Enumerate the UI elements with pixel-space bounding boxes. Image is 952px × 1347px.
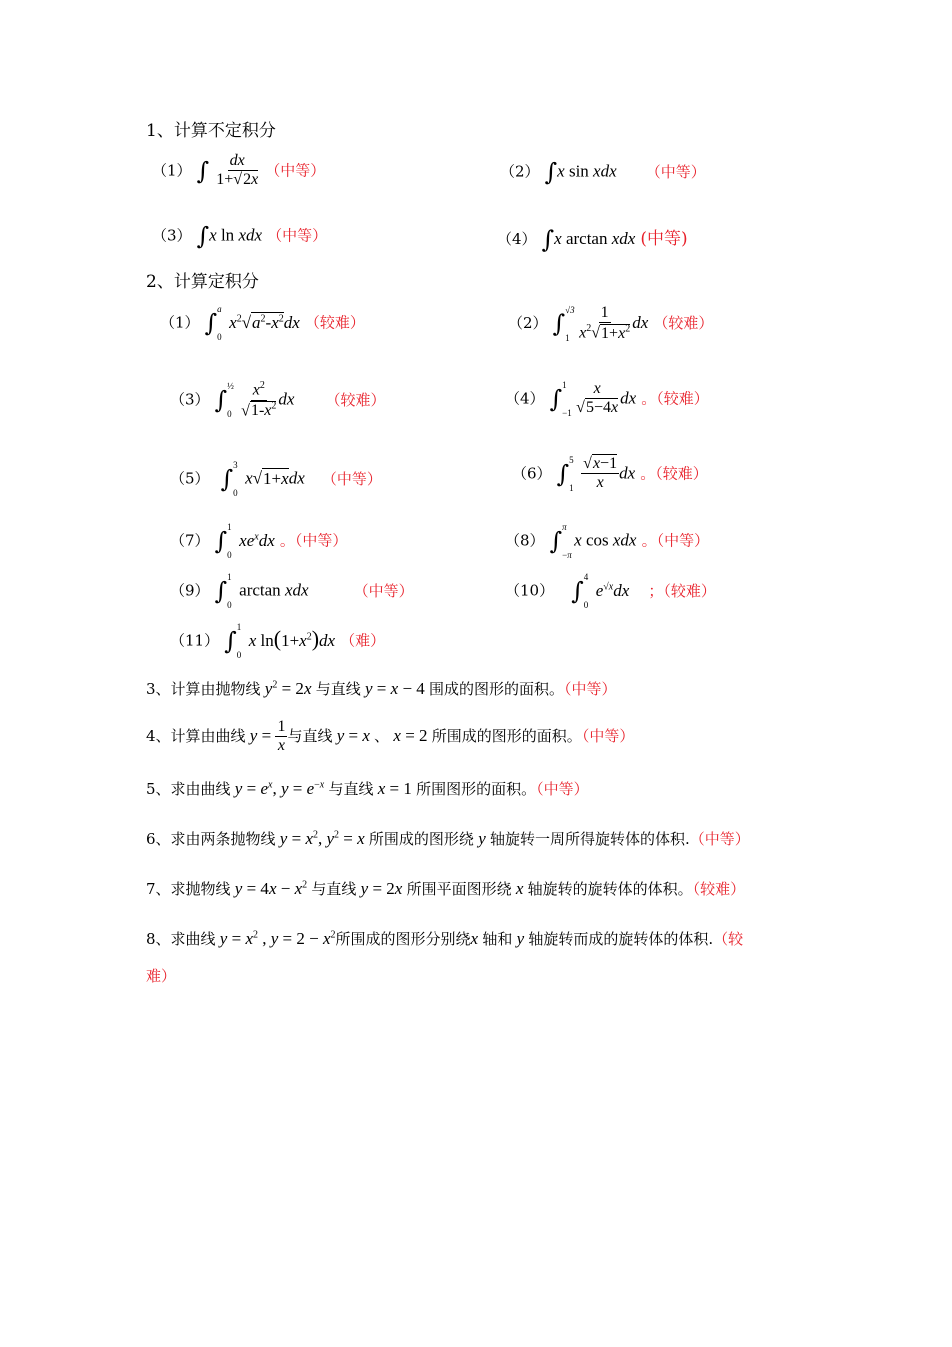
difficulty-badge: （较难） — [692, 880, 746, 898]
formula: $xe^xdx$ — [239, 530, 275, 550]
problem-3: 3、计算由抛物线 $y^2 = 2x$ 与直线 y = x − 4 围成的图形的面积。（中等） — [146, 679, 617, 698]
difficulty-badge: （中等） — [265, 161, 326, 180]
indef-item-4: （4） ∫x arctan xdx (中等) — [497, 225, 688, 254]
section2-heading: 2、计算定积分 — [146, 272, 259, 292]
indef-item-3: （3） ∫x ln xdx （中等） — [152, 222, 328, 250]
formula: x sin xdx — [557, 161, 617, 181]
difficulty-badge: （难） — [340, 631, 386, 650]
item-label: （3） — [152, 226, 192, 245]
formula: x $\ln(1+x^2)dx$ — [248, 625, 336, 651]
item-label: （5） — [170, 469, 210, 488]
def-item-6: （6） ∫ 5 1 $\frac{√x-1}{x}$ dx 。（较难） — [512, 454, 708, 493]
item-label: （4） — [505, 389, 545, 408]
item-label: （10） — [505, 581, 555, 600]
item-label: （7） — [170, 531, 210, 550]
difficulty-badge: (中等) — [640, 229, 688, 249]
item-label: （3） — [170, 390, 210, 409]
def-item-7: （7） ∫ 1 0 $xe^xdx$ 。（中等） — [170, 522, 348, 560]
formula: x√1+xdx — [245, 468, 305, 488]
item-label: （4） — [497, 230, 537, 248]
formula: x ln xdx — [209, 225, 263, 245]
difficulty-badge-continued: 难） — [146, 967, 177, 985]
difficulty-badge: （较难） — [325, 390, 386, 409]
difficulty-badge: （中等） — [564, 680, 617, 698]
def-item-3: （3） ∫ ½ 0 $\frac{x^2}{√1-x^2}$ dx （较难） — [170, 380, 386, 420]
difficulty-badge: （较 — [713, 930, 744, 948]
problem-4: 4、计算由曲线 y = $\frac{1}{x}$ 与直线 y = x 、 x = 2 所围成的图形的面积。（中等） — [146, 718, 635, 755]
difficulty-badge: 。（较难） — [640, 464, 708, 483]
difficulty-badge: （中等） — [267, 226, 328, 245]
def-item-9: （9） ∫ 1 0 arctan xdx （中等） — [170, 572, 414, 610]
difficulty-badge: （中等） — [645, 162, 706, 181]
difficulty-badge: 。（中等） — [279, 531, 348, 550]
item-label: （1） — [152, 161, 192, 180]
item-label: （11） — [170, 631, 220, 650]
indef-item-2: （2） ∫x sin xdx （中等） — [500, 158, 706, 186]
item-label: （6） — [512, 464, 552, 483]
formula: x arctan xdx — [554, 229, 636, 248]
formula: $\frac{1}{x^2√1+x^2}$ — [579, 304, 631, 342]
formula: $x^2√a^2-x^2dx$ — [229, 312, 300, 332]
formula: arctan xdx — [239, 580, 309, 600]
item-label: （2） — [508, 314, 548, 333]
difficulty-badge: 。（中等） — [641, 531, 710, 550]
def-item-5: （5） ∫ 3 0 x√1+xdx （中等） — [170, 460, 382, 498]
difficulty-badge: ；（较难） — [648, 581, 716, 600]
formula: x cos xdx — [574, 530, 637, 550]
section1-heading: 1、计算不定积分 — [146, 121, 276, 141]
problem-8: 8、求曲线 $y = x^2$ , $y = 2 - x^2$所围成的图形分别绕x 轴和 y 轴旋转而成的旋转体的体积.（较 — [146, 929, 744, 948]
difficulty-badge: （中等） — [353, 581, 414, 600]
difficulty-badge: （中等） — [581, 726, 635, 745]
formula: $\frac{√x-1}{x}$ — [583, 455, 618, 492]
difficulty-badge: 。（较难） — [641, 389, 709, 408]
formula: $\frac{x}{√5-4x}$ — [576, 380, 619, 417]
def-item-1: （1） ∫ a 0 $x^2√a^2-x^2dx$ （较难） — [160, 304, 365, 342]
problem-6: 6、求由两条抛物线 $y = x^2$, $y^2 = x$ 所围成的图形绕 y 轴旋转一周所得旋转体的体积.（中等） — [146, 829, 750, 848]
item-label: （9） — [170, 581, 210, 600]
def-item-8: （8） ∫ π −π x cos xdx 。（中等） — [505, 522, 710, 560]
item-label: （2） — [500, 162, 540, 181]
difficulty-badge: （较难） — [653, 314, 714, 333]
problem-5: 5、求由曲线 $y = e^x$, $y = e^{-x}$ 与直线 x = 1 所围图形的面积。（中等） — [146, 779, 589, 798]
def-item-11: （11） ∫ 1 0 x $\ln(1+x^2)dx$ （难） — [170, 622, 386, 660]
difficulty-badge: （中等） — [536, 780, 589, 798]
def-item-4: （4） ∫ 1 −1 $\frac{x}{√5-4x}$ dx 。（较难） — [505, 379, 709, 418]
formula: $\frac{x^2}{√1-x^2}$ — [241, 380, 277, 420]
indef-item-1: （1） ∫ $\frac{dx}{1+√2x}$ （中等） — [152, 152, 326, 189]
formula: $\frac{dx}{1+√2x}$ — [216, 152, 259, 189]
def-item-10: （10） ∫ 4 0 $e^{√x}dx$ ；（较难） — [505, 572, 716, 610]
formula: $e^{√x}dx$ — [595, 580, 630, 600]
difficulty-badge: （较难） — [304, 313, 365, 332]
difficulty-badge: （中等） — [321, 469, 382, 488]
item-label: （8） — [505, 531, 545, 550]
difficulty-badge: （中等） — [689, 830, 750, 848]
problem-7: 7、求抛物线 $y = 4x - x^2$ 与直线 y = 2x 所围平面图形绕 x 轴旋转的旋转体的体积。（较难） — [146, 879, 746, 898]
def-item-2: （2） ∫ √3 1 $\frac{1}{x^2√1+x^2}$ dx （较难） — [508, 304, 714, 343]
item-label: （1） — [160, 313, 200, 332]
